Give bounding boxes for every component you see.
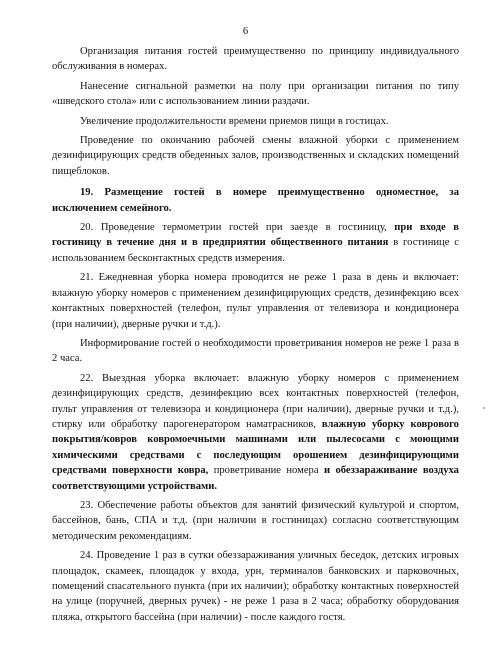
paragraph <box>52 220 459 266</box>
text-run: 23. Обеспечение работы объектов для занятий физический культурой и спортом, бассейнов, бань, СПА и т.д. (при наличии в гостиницах) согласно соответствующим методическим рекомендациям. <box>52 499 459 542</box>
text-run: проветривание номера <box>208 465 324 477</box>
document-body <box>52 44 459 625</box>
scan-speck <box>483 407 485 409</box>
text-run: Нанесение сигнальной разметки на полу при организации питания по типу «шведского стола» или с использованием линии раздачи. <box>52 80 459 108</box>
paragraph <box>52 336 459 367</box>
paragraph <box>52 185 459 216</box>
paragraph <box>52 270 459 332</box>
text-run: 20. Проведение термометрии гостей при заезде в гостиницу, <box>80 222 395 234</box>
bold-text-run: и обеззараживание воздуха соответствующими устройствами. <box>52 465 459 492</box>
paragraph <box>52 114 459 129</box>
page-number: 6 <box>242 26 249 37</box>
text-run: Организация питания гостей преимущественно по принципу индивидуального обслуживания в номерах. <box>52 46 459 73</box>
text-run: Информирование гостей о необходимости проветривания номеров не реже 1 раза в 2 часа. <box>52 337 459 365</box>
bold-text-run: 19. Размещение гостей в номере преимущественно одноместное, за исключением семейного. <box>52 187 459 214</box>
bold-text-run: влажную уборку коврового покрытия/ковров ковромоечными машинами или пылесосами с моющими химическими средствами с последующим орошением дезинфицирующими средствами поверхности ковра, <box>52 418 459 477</box>
bold-text-run: при входе в гостиницу в течение дня и в предприятии общественного питания <box>52 222 459 249</box>
paragraph <box>52 371 459 494</box>
text-run: Проведение по окончанию рабочей смены влажной уборки с применением дезинфицирующих средств обеденных залов, производственных и складских помещений пищеблоков. <box>52 135 459 177</box>
paragraph <box>52 44 459 75</box>
paragraph <box>52 548 459 625</box>
text-run: 22. Выездная уборка включает: влажную уборку номеров с применением дезинфицирующих средств, дезинфекцию всех контактных поверхностей (телефон, пульт управления от телевизора и кондиционера (при наличии), дверные ручки и т.д.), стирку или обработку парогенератором наматрасников, <box>52 372 459 430</box>
text-run: 21. Ежедневная уборка номера проводится не реже 1 раза в день и включает: влажную уборку номеров с применением дезинфицирующих средств, дезинфекцию всех контактных поверхностей (телефон, пульт управления от телевизора и кондиционера (при наличии), дверные ручки и т.д.). <box>52 272 459 330</box>
paragraph <box>52 498 459 544</box>
text-run: 24. Проведение 1 раз в сутки обеззараживания уличных беседок, детских игровых площадок, скамеек, площадок у входа, урн, терминалов банковских и парковочных, помещений спасательного пункта (при их наличии); обработку контактных поверхностей на улице (поручней, дверных ручек) - не реже 1 раза в 2 часа; обработку оборудования пляжа, открытого бассейна (при наличии) - после каждого гостя. <box>52 550 459 623</box>
paragraph <box>52 79 459 110</box>
paragraph <box>52 133 459 179</box>
text-run: Увеличение продолжительности времени приемов пищи в гостицах. <box>80 115 389 127</box>
text-run: в гостинице с использованием бесконтактных средств измерения. <box>52 237 459 264</box>
